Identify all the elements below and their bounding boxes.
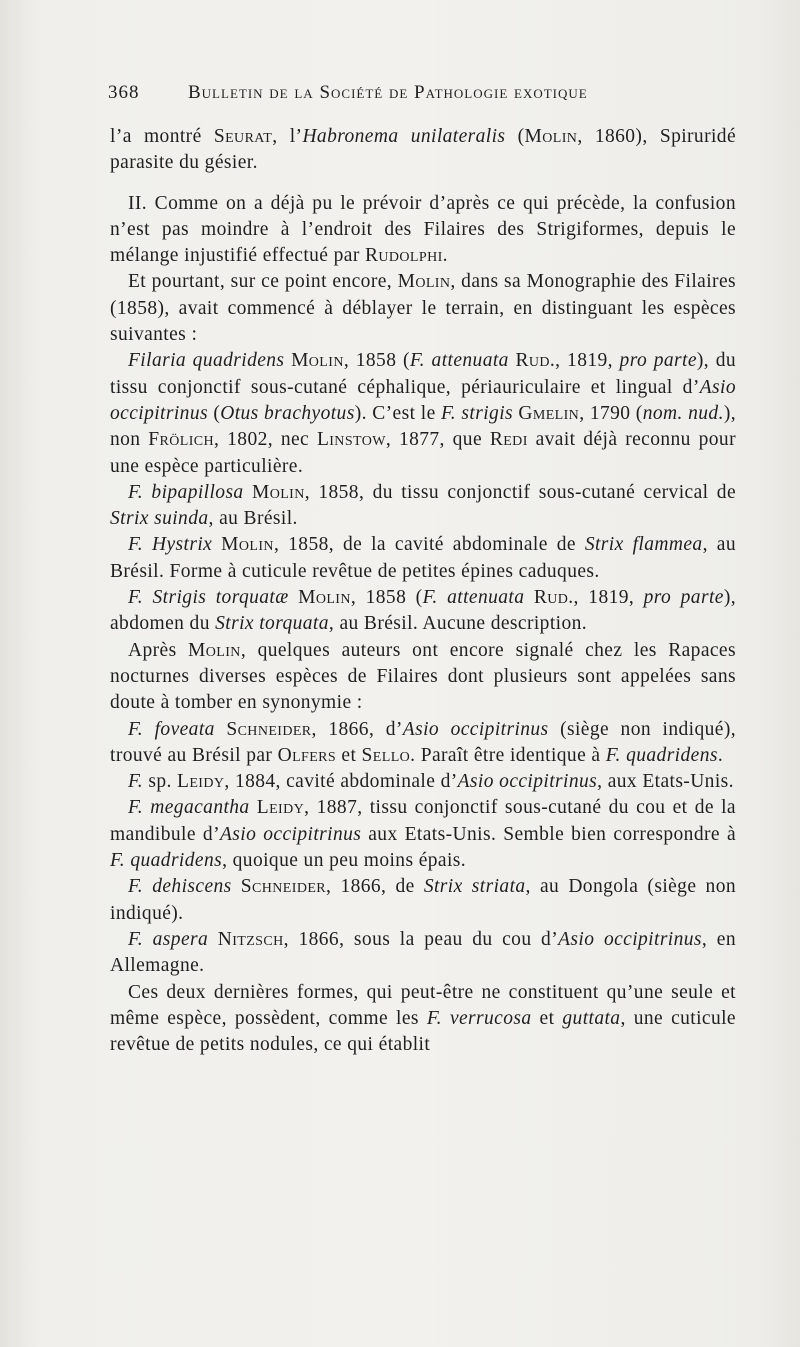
species-entry: F. aspera Nitzsch, 1866, sous la peau du cou d’Asio occipitrinus, en Allemagne. — [110, 928, 736, 977]
author-name: Molin — [188, 639, 241, 661]
author-name: Molin — [291, 350, 344, 372]
italic-term: F. bipapillosa — [128, 481, 244, 503]
author-name: Schneider — [226, 718, 312, 740]
species-entry: F. megacantha Leidy, 1887, tissu conjonctif sous-cutané du cou et de la mandibule d’Asio occipitrinus aux Etats-Unis. Semble bien correspondre à F. quadridens, quoique un peu moins épais. — [110, 797, 736, 872]
author-name: Seurat — [213, 126, 273, 147]
author-name: Leidy — [177, 771, 225, 793]
author-name: Molin — [298, 587, 351, 609]
author-name: Redi — [489, 429, 528, 451]
italic-term: F. quadridens — [110, 850, 223, 872]
author-name: Molin — [524, 126, 578, 147]
italic-term: Strix suinda — [110, 508, 209, 530]
species-entry: F. dehiscens Schneider, 1866, de Strix striata, au Dongola (siège non indiqué). — [110, 876, 736, 924]
italic-term: nom. nud. — [642, 402, 724, 424]
italic-term: Asio occipitrinus — [558, 928, 702, 950]
author-name: Frölich — [148, 429, 215, 451]
species-entry: F. Strigis torquatæ Molin, 1858 (F. attenuata Rud., 1819, pro parte), abdomen du Strix torquata, au Brésil. Aucune description. — [110, 587, 736, 635]
italic-term: Filaria quadridens — [128, 350, 285, 372]
italic-term: Strix torquata — [215, 613, 329, 635]
italic-term: F. Hystrix — [128, 534, 213, 556]
author-name: Olfers — [277, 744, 337, 766]
italic-term: Otus brachyotus — [220, 402, 355, 424]
italic-term: pro parte — [643, 587, 724, 609]
italic-term: Asio occipitrinus — [110, 376, 736, 424]
author-name: Molin — [397, 271, 451, 293]
italic-term: pro parte — [619, 350, 697, 372]
italic-term: F. — [128, 771, 144, 793]
author-name: Rud — [515, 350, 550, 372]
page-number: 368 — [108, 82, 140, 103]
author-name: Molin — [251, 481, 305, 503]
italic-term: F. megacantha — [128, 797, 250, 819]
species-entry: Filaria quadridens Molin, 1858 (F. attenuata Rud., 1819, pro parte), du tissu conjonctif sous-cutané céphalique, périauriculaire et lingual d’Asio occipitrinus (Otus brachyotus). C’est le F. strigis Gmelin, 1790 (nom. nud.), non Frölich, 1802, nec Linstow, 1877, que Redi avait déjà reconnu pour une espèce particulière. — [110, 350, 737, 477]
italic-term: F. Strigis torquatæ — [128, 587, 289, 609]
author-name: Linstow — [316, 429, 386, 451]
journal-title: Bulletin de la Société de Pathologie exotique — [188, 82, 588, 103]
italic-term: F. aspera — [128, 928, 209, 950]
running-header — [108, 82, 736, 112]
species-entry: F. foveata Schneider, 1866, d’Asio occipitrinus (siège non indiqué), trouvé au Brésil par Olfers et Sello. Paraît être identique à F. quadridens. — [110, 718, 736, 766]
author-name: Rud — [533, 587, 569, 609]
species-entry: F. Hystrix Molin, 1858, de la cavité abdominale de Strix flammea, au Brésil. Forme à cuticule revêtue de petites épines caduques. — [110, 534, 736, 582]
author-name: Gmelin — [518, 402, 580, 424]
italic-term: F. attenuata — [409, 350, 509, 372]
italic-term: Strix striata — [423, 876, 526, 898]
author-name: Sello — [361, 744, 411, 766]
italic-term: F. dehiscens — [128, 876, 232, 898]
author-name: Nitzsch — [217, 928, 284, 950]
paragraph: Ces deux dernières formes, qui peut-être ne constituent qu’une seule et même espèce, possèdent, comme les F. verrucosa et guttata, une cuticule revêtue de petits nodules, ce qui établit — [110, 981, 736, 1056]
author-name: Rudolphi — [365, 245, 443, 267]
paragraph: l’a montré Seurat, l’Habronema unilateralis (Molin, 1860), Spiruridé parasite du gésier. — [110, 126, 736, 174]
italic-term: guttata — [562, 1007, 621, 1029]
italic-term: F. attenuata — [422, 587, 525, 609]
author-name: Leidy — [256, 797, 305, 819]
italic-term: F. strigis — [441, 402, 514, 424]
italic-term: F. foveata — [128, 718, 215, 740]
italic-term: Habronema unilateralis — [302, 126, 506, 147]
paragraph: II. Comme on a déjà pu le prévoir d’après ce qui précède, la confusion n’est pas moindre à l’endroit des Filaires des Strigiformes, depuis le mélange injustifié effectué par Rudolphi. — [110, 192, 736, 267]
italic-term: Strix flammea — [584, 534, 703, 556]
italic-term: Asio occipitrinus — [219, 823, 362, 845]
author-name: Molin — [221, 534, 274, 556]
paragraph: Et pourtant, sur ce point encore, Molin, dans sa Monographie des Filaires (1858), avait commencé à déblayer le terrain, en distinguant les espèces suivantes : — [110, 271, 736, 346]
italic-term: F. verrucosa — [426, 1007, 532, 1029]
italic-term: Asio occipitrinus — [402, 718, 549, 740]
body-text — [110, 124, 736, 1058]
italic-term: F. quadridens — [605, 744, 718, 766]
species-entry: F. sp. Leidy, 1884, cavité abdominale d’Asio occipitrinus, aux Etats-Unis. — [128, 771, 734, 793]
italic-term: Asio occipitrinus — [457, 771, 598, 793]
paragraph: Après Molin, quelques auteurs ont encore signalé chez les Rapaces nocturnes diverses espèces de Filaires dont plusieurs sont appelées sans doute à tomber en synonymie : — [110, 639, 736, 714]
species-entry: F. bipapillosa Molin, 1858, du tissu conjonctif sous-cutané cervical de Strix suinda, au Brésil. — [110, 481, 736, 530]
author-name: Schneider — [240, 876, 327, 898]
